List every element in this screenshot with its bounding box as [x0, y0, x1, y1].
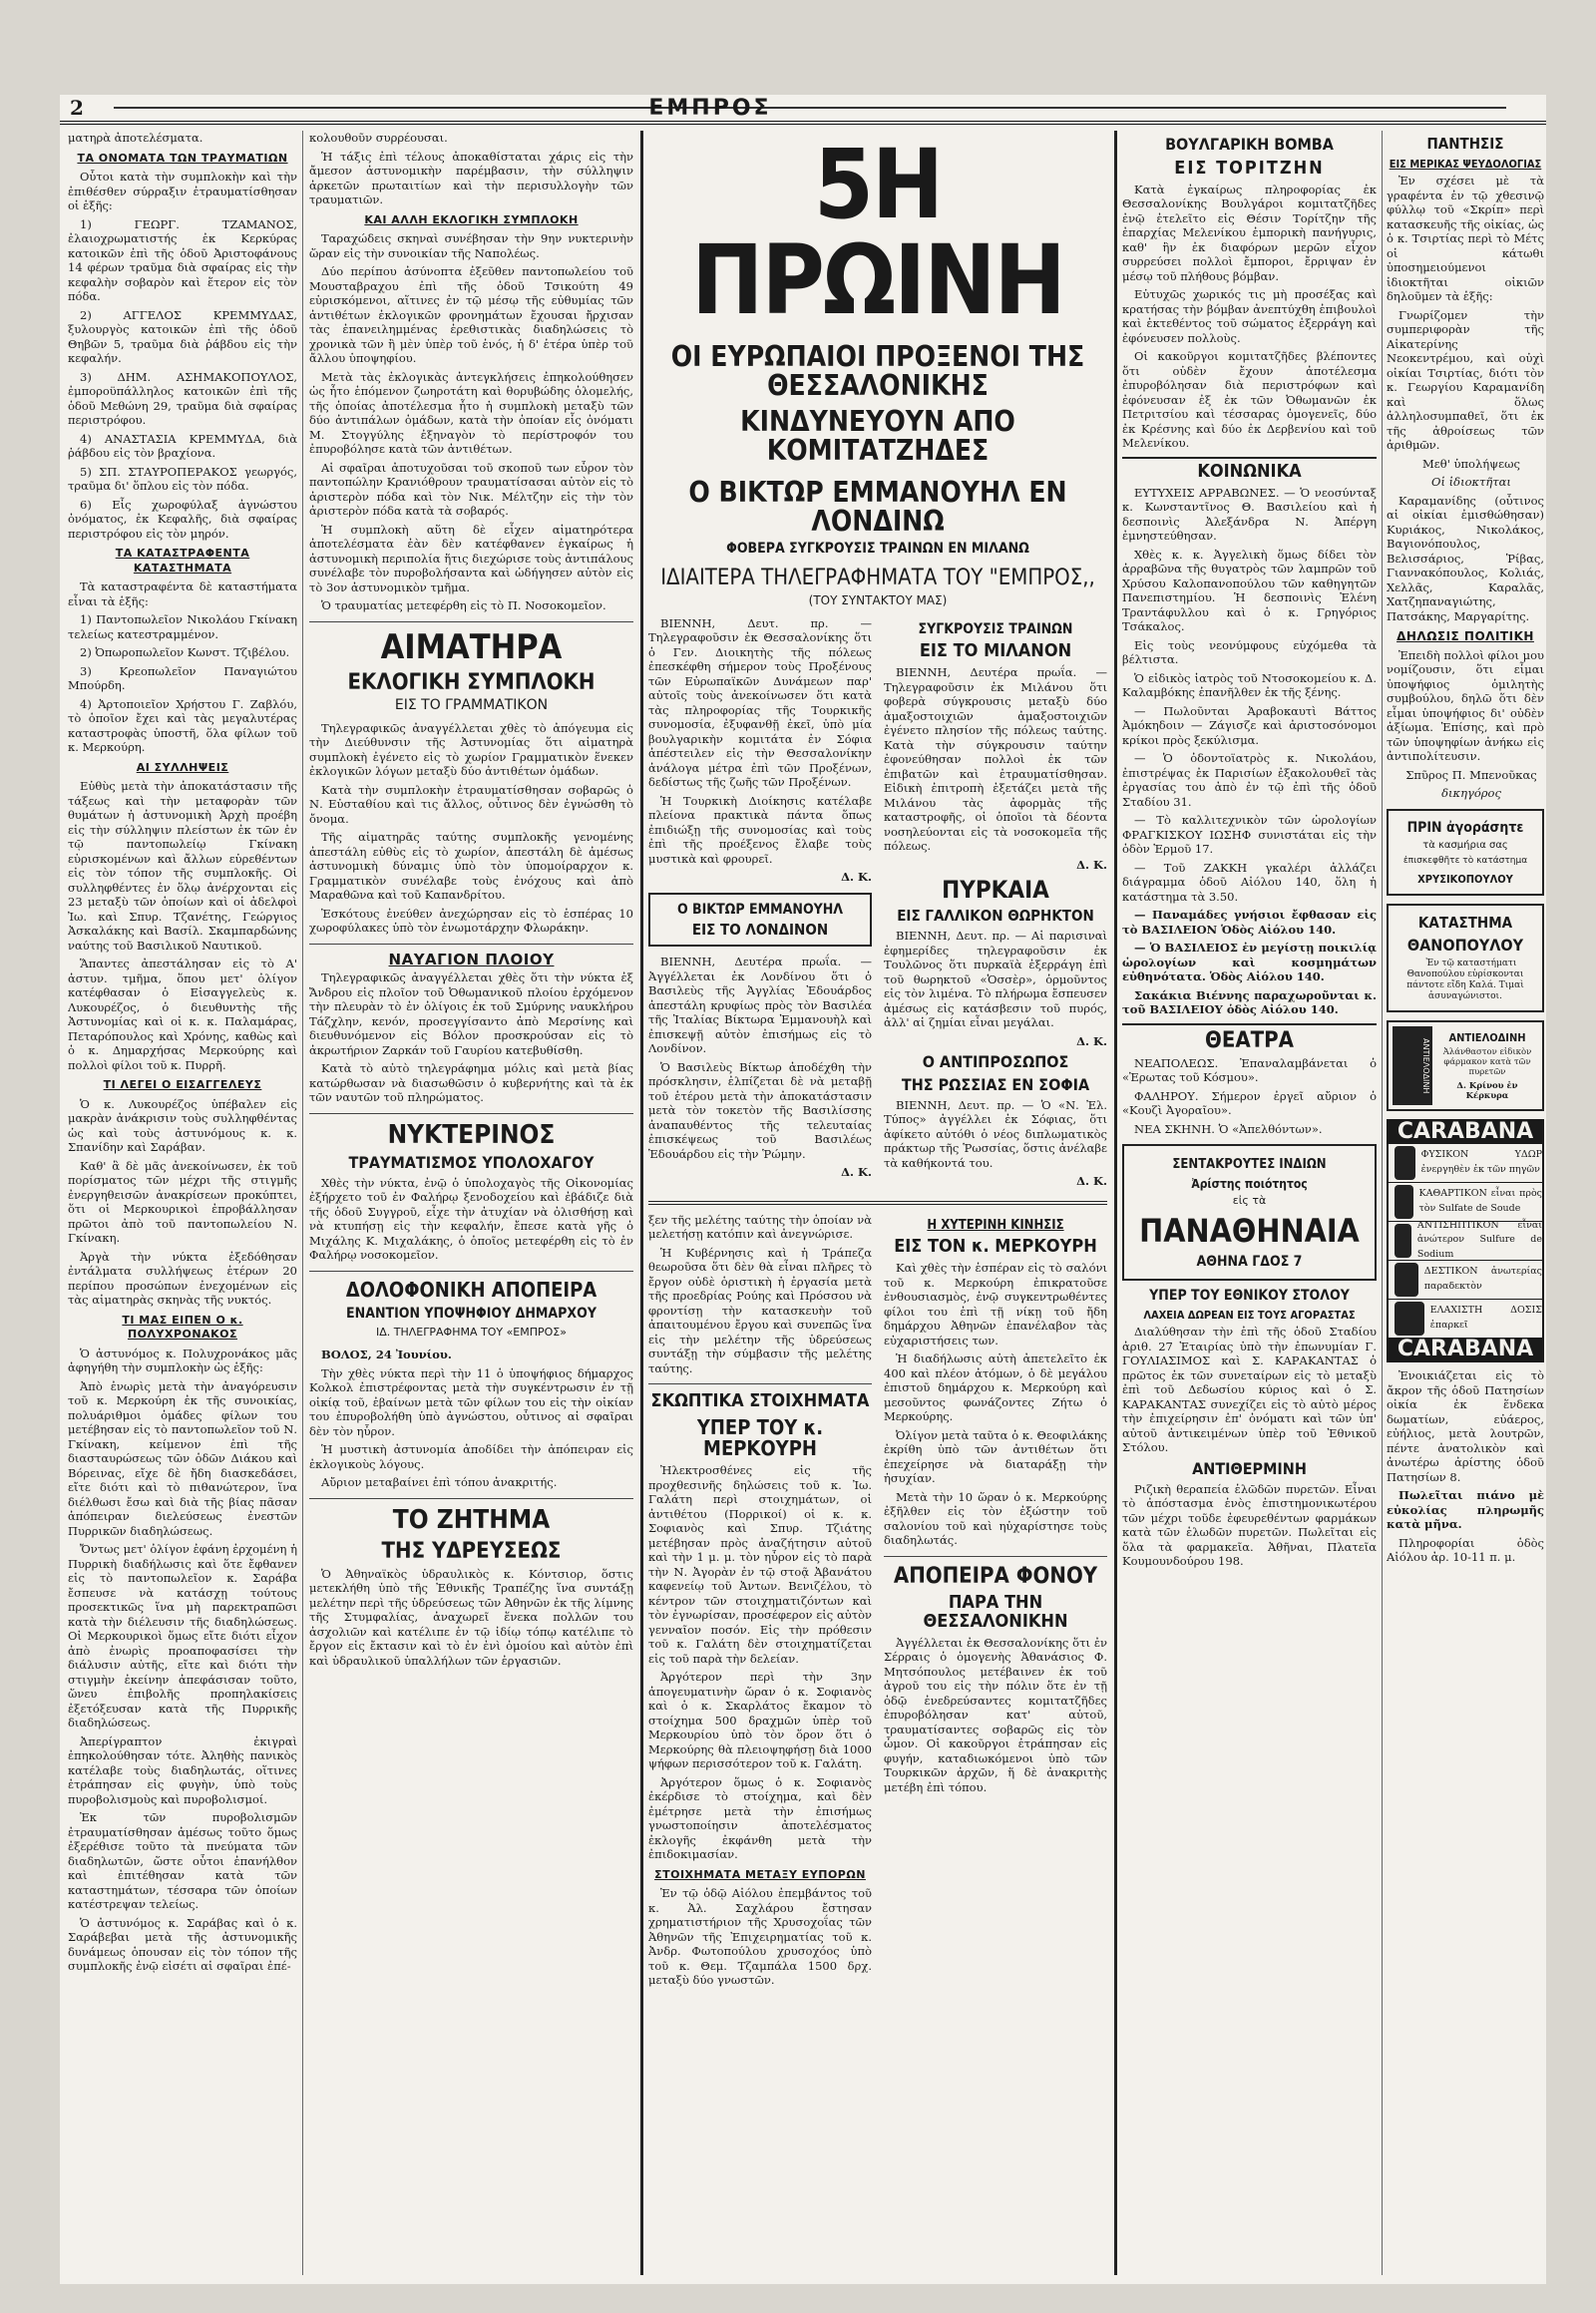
article-text: Ἡ μυστικὴ ἀστυνομία ἀποδίδει τὴν ἀπόπειραν εἰς ἐκλογικοὺς λόγους.	[309, 1442, 633, 1471]
article-text: 4) ΑΝΑΣΤΑΣΙΑ ΚΡΕΜΜΥΔΑ, διὰ ῥάβδου εἰς τὸν βραχίονα.	[68, 431, 297, 460]
article-text: Ἠλεκτροσθένες εἰς τῆς προχθεσινῆς δηλώσεις τοῦ κ. Ἰω. Γαλάτη περὶ στοιχημάτων, οἱ ἀντιθέτου (Πορρικοί) οἱ κ. κ. Σοφιανὸς καὶ Σπυρ. Τζιάτης μετέβησαν πρὸς ἀναζήτησιν αὐτοῦ καὶ τὴν 1 μ. μ. τὸν ηὗρον εἰς τὸ παρὰ τὴν Ν. Ἀγορὰν ἐν τῷ στοᾷ Ἀβανάτου καφενείῳ τοῦ Ἀντων. Βενιζέλου, τὸ κέντρον τῶν στοιχηματιζόντων καὶ τὸν ἐγνωρίσαν, προσέφερον εἰς αὐτὸν γενναῖον ποσόν. Εἰς τὴν πρόθεσιν τοῦ κ. Γαλάτη δὲν στοιχηματίζεται εἰς τοῦ παρὰ τὴν δελείαν.	[648, 1463, 872, 1666]
ad-text: εἰς τὰ	[1232, 1194, 1267, 1208]
ad-thanopoulou	[1387, 904, 1544, 1012]
section-heading: ΔΗΛΩΣΙΣ ΠΟΛΙΤΙΚΗ	[1396, 629, 1534, 644]
section-heading: ΝΑΥΑΓΙΟΝ ΠΛΟΙΟΥ	[388, 950, 555, 968]
article-text: Ὁ Ἀθηναϊκὸς ὑδραυλικὸς κ. Κόντσιορ, ὅστις μετεκλήθη ὑπὸ τῆς Ἐθνικῆς Τραπέζης ἵνα συντάξῃ μελέτην περὶ τῆς ὑδρεύσεως τῶν Ἀθηνῶν ἐκ τῆς λίμνης τῆς Στυμφαλίας, ἀναχωρεῖ ἕνεκα πολλῶν του ἀσχολιῶν καὶ κατέλιπε ἐν τῷ ἰδίῳ τόπῳ κατέλιπε τὸ ἔργον εἰς ἔκτασιν καὶ τὸ ἐν ἐνὶ ὁμοίου καὶ αὐτὸν ἐπὶ καὶ ὑδραυλικοῦ ὑπαλλήλων τῶν ἐργασιῶν.	[309, 1566, 633, 1668]
separator	[884, 1556, 1107, 1557]
article-text: — Ὁ ὀδοντοϊατρὸς κ. Νικολάου, ἐπιστρέψας ἐκ Παρισίων ἐξακολουθεῖ τὰς ἐργασίας του ἀπὸ ἐν τῷ ἐπὶ τῆς ὁδοῦ Σταδίου 31.	[1122, 751, 1377, 809]
article-text: Ὁ ἀστυνόμος κ. Σαράβας καὶ ὁ κ. Σαράβεβαι μετὰ τῆς ἀστυνομικῆς δυνάμεως ὁπουσαν εἰς τὸν τόπον τῆς συμπλοκῆς ἐνῷ εἰσέτι αἱ σφαῖραι ἐπέ-	[68, 1915, 297, 1973]
ad-row-text: ΔΕΣΤΙΚΟΝ ἀνωτερίας παραδεκτὸν	[1423, 1266, 1542, 1292]
ad-carabana	[1387, 1119, 1544, 1362]
article-text: Οἱ κακοῦργοι κομιτατζῆδες βλέποντες ὅτι οὐδὲν ἔχουν ἀποτέλεσμα ἐπυροβόλησαν διὰ περιστρόφων καὶ ἐφόνευσαν ἐξ ἐκ τῶν Ὀθωμανῶν ἐκ Πετριτσίου καὶ τέσσαρας ὁμογενεῖς, δύο ἐκ Κρέσνης καὶ δύο ἐκ Δερβενίου καὶ τοῦ Μελενίκου.	[1122, 349, 1377, 451]
hand-icon	[1395, 1185, 1413, 1219]
lower-left	[648, 1213, 872, 1992]
article-text: 1) Παντοπωλεῖον Νικολάου Γκίνακη τελείως κατεστραμμένον.	[68, 612, 297, 641]
headline-telegrams: ΙΔΙΑΙΤΕΡΑ ΤΗΛΕΓΡΑΦΗΜΑΤΑ ΤΟΥ "ΕΜΠΡΟΣ,,	[660, 566, 1095, 591]
article-text: ματηρὰ ἀποτελέσματα.	[68, 131, 203, 145]
article-text: Κατὰ τὸ αὐτὸ τηλεγράφημα μόλις καὶ μετὰ βίας κατώρθωσαν νὰ διασωθῶσιν ὁ κυβερνήτης καὶ τὰ ἐκ τῶν ναυτῶν τοῦ πληρώματος.	[309, 1061, 633, 1105]
telegram-right	[884, 616, 1107, 1193]
article-text: Ἡ τάξις ἐπὶ τέλους ἀποκαθίσταται χάρις εἰς τὴν ἄμεσον ἀστυνομικὴν παρέμβασιν, τὴν σύλληψιν ἀρκετῶν πρωταιτίων καὶ τὴν περισυλλογὴν τῶν τραυματιῶν.	[309, 149, 633, 206]
hand-icon	[1395, 1263, 1418, 1297]
signature: Δ. Κ.	[841, 1165, 872, 1180]
ad-row-text: ΚΑΘΑΡΤΙΚΟΝ εἶναι πρὸς τὸν Sulfate de Soude	[1418, 1188, 1542, 1214]
separator	[309, 1271, 633, 1272]
ad-panathinaia	[1122, 1144, 1377, 1281]
telegram-left	[648, 616, 872, 1193]
article-text: Ὁ εἰδικὸς ἰατρὸς τοῦ Ντοσοκομείου κ. Δ. Καλαμβόκης ἐπανῆλθεν ἐκ τῆς ξένης.	[1122, 670, 1377, 700]
column-rule	[1382, 131, 1383, 2275]
article-text: Ὁ Βασιλεὺς Βίκτωρ ἀποδέχθη τὴν πρόσκλησιν, ἐλπίζεται δὲ νὰ μεταβῇ τοῦ ἑτέρου μετὰ τὴν ἀποκατάστασιν μετὰ τὸν τοκετὸν τῆς Βασιλίσσης ἀναπαυθέντος τῆς τελευταίας ἐπισκέψεως τοῦ Βασιλέως Ἐδουάρδου εἰς τὴν Ῥώμην.	[648, 1059, 872, 1161]
article-text: — Τοῦ ΖΑΚΚΗ γκαλέρι ἀλλάζει διάγραμμα ὁδοῦ Αἰόλου 140, ὅλη ἡ κατάστημα τὰ 3.50.	[1122, 860, 1377, 904]
article-text: Πωλεῖται πιάνο μὲ εὐκολίας πληρωμῆς κατὰ μῆνα.	[1387, 1488, 1544, 1532]
masthead	[60, 95, 1546, 125]
article-text: 1) ΓΕΩΡΓ. ΤΖΑΜΑΝΟΣ, ἐλαιοχρωματιστής ἐκ Κερκύρας κατοικῶν ἐπὶ τῆς ὁδοῦ Ἀριστοφάνους 14 φέρων τραῦμα διὰ σφαίρας εἰς τὴν κεφαλὴν σοβαρὸν καὶ ἕτερον εἰς τὸν πόδα.	[68, 216, 297, 303]
article-text: ξεν τῆς μελέτης ταύτης τὴν ὁποίαν νὰ μελετήσῃ κατόπιν καὶ ἀνεγνώρισε.	[648, 1212, 872, 1242]
article-text: Τὴν χθὲς νύκτα περὶ τὴν 11 ὁ ὑποψήφιος δήμαρχος Κολκολ ἐπιστρέφοντας μετὰ τὴν συγκέντρωσιν ἐν τῇ οἰκίᾳ τοῦ, ἐβαίνων μετὰ τῶν φίλων του εἰς τὴν οἰκίαν του ἐπυροβολήθη ὑπὸ ἀγνώστου, οὗτινος αἱ σφαῖραι δὲν τὸν ηὗρον.	[309, 1365, 633, 1438]
ad-text: ΑΘΗΝΑ ΓΔΟΣ 7	[1196, 1253, 1303, 1270]
section-heading: ΥΠΕΡ ΤΟΥ κ. ΜΕΡΚΟΥΡΗ	[696, 1415, 824, 1461]
article-text: 6) Εἷς χωροφύλαξ ἀγνώστου ὀνόματος, ἐκ Κεφαλῆς, διὰ σφαίρας περιστρόφου εἰς τὸν μηρόν.	[68, 497, 297, 541]
headline-victor: Ο ΒΙΚΤΩΡ ΕΜΜΑΝΟΥΗΛ ΕΝ ΛΟΝΔΙΝΩ	[688, 475, 1067, 538]
article-text: Ἡ συμπλοκὴ αὕτη δὲ εἶχεν αἱματηρότερα ἀποτελέσματα ἐὰν δὲν κατέφθανεν ἐγκαίρως ἡ ἀστυνομικὴ περιπολία ἥτις διεχώρισε τοὺς ἀντιπάλους συνέλαβε τὸν πυροβολήσαντα καὶ ὡδήγησεν αὐτὸν εἰς τὸ 3ον ἀστυνομικὸν τμῆμα.	[309, 522, 633, 594]
section-heading: ΠΑΡΑ ΤΗΝ ΘΕΣΣΑΛΟΝΙΚΗΝ	[923, 1591, 1068, 1632]
section-heading: ΚΑΙ ΑΛΛΗ ΕΚΛΟΓΙΚΗ ΣΥΜΠΛΟΚΗ	[364, 212, 579, 226]
masthead-rule	[802, 107, 1506, 109]
ad-title: CARABANA	[1389, 1121, 1542, 1144]
section-heading: ΤΟ ΖΗΤΗΜΑ	[392, 1504, 551, 1535]
article-text: 5) ΣΠ. ΣΤΑΥΡΟΠΕΡΑΚΟΣ γεωργός, τραῦμα δι' ὅπλου εἰς τὸν πόδα.	[68, 464, 297, 493]
article-text: Ἐν σχέσει μὲ τὰ γραφέντα ἐν τῷ χθεσινῷ φύλλῳ τοῦ «Σκρίπ» περὶ κατασκευῆς τῆς οἰκίας, ὡς ὁ κ. Τσιρτίας περὶ τὸ Μέτς οἱ κάτωθι ὑποσημειούμενοι ἰδιοκτῆται οἰκιῶν δηλοῦμεν τὰ ἑξῆς:	[1387, 174, 1544, 304]
ad-text: ΠΡΙΝ ἀγοράσητε	[1406, 819, 1524, 836]
article-text: Σακάκια Βιέννης παραχωροῦνται κ. τοῦ ΒΑΣΙΛΕΙΟΥ ὁδὸς Αἰόλου 140.	[1122, 987, 1377, 1017]
ad-title: ΠΑΝΑΘΗΝΑΙΑ	[1139, 1211, 1360, 1250]
section-heading: ΤΗΣ ΥΔΡΕΥΣΕΩΣ	[381, 1538, 562, 1564]
ad-row	[1389, 1261, 1542, 1300]
ad-row	[1389, 1219, 1542, 1261]
article-text: Χθὲς τὴν νύκτα, ἐνῷ ὁ ὑπολοχαγὸς τῆς Οἰκονομίας ἐξήρχετο τοῦ ἐν Φαλήρῳ ξενοδοχείου καὶ ἐβάδιζε διὰ τῆς ὁδοῦ Συγγροῦ, εἶχε τὴν ἀτυχίαν νὰ ὀλισθήσῃ καὶ νὰ κτυπήσῃ εἰς τὴν κεφαλήν, ἔπεσε κατὰ γῆς ὁ Μιχάλης Κ. Μιχαλάκης, ὁ ὁποῖος μετεφέρθη εἰς τὸ ἐν Φαλήρῳ νοσοκομεῖον.	[309, 1175, 633, 1263]
column-rule	[302, 131, 303, 2275]
separator	[309, 621, 633, 622]
article-text: Τὰ καταστραφέντα δὲ καταστήματα εἶναι τὰ ἑξῆς:	[68, 579, 297, 608]
page-number: 2	[70, 96, 84, 120]
article-text: Ἐπειδὴ πολλοὶ φίλοι μου νομίζουσιν, ὅτι εἶμαι ὑποψήφιος ὁμιλητὴς συμβούλου, δηλῶ ὅτι δὲν εἶμαι ὑποψήφιος δι' οὐδὲν ἀξίωμα. Ἐπίσης, καὶ πρὸ τῶν ὑποψηφίων ἀνήκω εἰς ἀντιπολίτευσιν.	[1387, 647, 1544, 764]
ad-title: ΘΑΝΟΠΟΥΛΟΥ	[1406, 935, 1524, 955]
separator	[309, 1113, 633, 1114]
headline-telegrams-sub: (ΤΟΥ ΣΥΝΤΑΚΤΟΥ ΜΑΣ)	[808, 593, 948, 608]
section-subheading: ΕΙΣ ΤΟ ΓΡΑΜΜΑΤΙΚΟΝ	[394, 697, 549, 714]
ad-row-text: ΦΥΣΙΚΟΝ ΥΔΩΡ ἐνεργηθὲν ἐκ τῶν πηγῶν	[1420, 1149, 1542, 1175]
article-text: Τηλεγραφικῶς ἀναγγέλλεται χθὲς ὅτι τὴν νύκτα ἐξ Ἄνδρου εἰς πλοῖον τοῦ Ὀθωμανικοῦ πλοίου ἐρχόμενον τὴν πλευρὰν τὸ ἐν ὀλίγοις ἐκ τοῦ Σμύρνης ναυκλήρου Τάζχλην, κενόν, προσεγγίσαντο ἀπὸ Μερσίνης καὶ διευθυνόμενον εἰς Βόλον προσκρούσαν εἰς τὸ ἀκρωτήριον Ζαρκάν τοῦ Γαυρίου κατεβυθίσθη.	[309, 970, 633, 1057]
article-text: Καθ' ἃ δὲ μᾶς ἀνεκοίνωσεν, ἐκ τοῦ πορίσματος τῶν μέχρι τῆς στιγμῆς ἐνεργηθεισῶν ἀνακρίσεων προκύπτει, ὅτι οἱ Μερκουρικοὶ ἐπροβάλλησαν πρῶτοι ἀπὸ τοῦ παντοπωλείου Ν. Γκίνακη.	[68, 1158, 297, 1245]
section-heading: ΕΙΣ ΤΟΡΙΤΖΗΝ	[1174, 157, 1325, 179]
article-text: Αἱ σφαῖραι ἀποτυχοῦσαι τοῦ σκοποῦ των εὗρον τὸν παντοπώλην Κρανιόθρουν τραυματίσασαι αὐτὸν εἰς τὸ ἀριστερὸν πόδα καὶ τὸν Νικ. Μέλτζην εἰς τὴν τὸν ἀριστερὸν πόδα κατὰ τὰ σοβαρός.	[309, 460, 633, 518]
article-text: Εἰς τοὺς νεονύμφους εὐχόμεθα τὰ βέλτιστα.	[1122, 637, 1377, 667]
article-text: Ἀργότερον περὶ τὴν 3ην ἀπογευματινὴν ὥραν ὁ κ. Σοφιανὸς καὶ ὁ κ. Σκαρλάτος ἔκαμον τὸ στοίχημα 500 δραχμῶν ὑπὲρ τοῦ Μερκουρίου ὑπὸ τὸν ὅρον ὅτι ὁ Μερκούρης θὰ πλειοψηφήσῃ διὰ 1000 ψήφων περισσότερον τοῦ κ. Γαλάτη.	[648, 1670, 872, 1771]
separator	[648, 1201, 1107, 1205]
section-heading: ΒΟΥΛΓΑΡΙΚΗ ΒΟΜΒΑ	[1165, 135, 1334, 154]
article-text: Μετὰ τὰς ἐκλογικὰς ἀντεγκλήσεις ἐπηκολούθησεν ὡς ἦτο ἑπόμενον ζωηροτάτη καὶ θορυβώδης ὁλομελής, τῆς ὁποίας ἀποτέλεσμα ἦτο ἡ συμπλοκὴ μεταξὺ τῶν δύο ἀντιπάλων ὁμάδων, κατὰ τὴν ὁποίαν εἷς ὀνόματι Μ. Στογγύλης ἐξηναγὸν τὸ περίστροφόν του ἐπυροβόλησε κατὰ τῶν ἀντιθέτων.	[309, 369, 633, 456]
lower-right	[884, 1213, 1107, 1992]
section-heading: ΣΤΟΙΧΗΜΑΤΑ ΜΕΤΑΞΥ ΕΥΠΟΡΩΝ	[654, 1867, 866, 1881]
section-heading: Ο ΑΝΤΙΠΡΟΣΩΠΟΣ	[922, 1052, 1069, 1072]
article-text: Οἱ ἰδιοκτῆται	[1431, 475, 1511, 490]
section-subheading: ΙΔ. ΤΗΛΕΓΡΑΦΗΜΑ ΤΟΥ «ΕΜΠΡΟΣ»	[376, 1325, 567, 1339]
article-text: Ὁ κ. Λυκουρέζος ὑπέβαλεν εἰς μακρὰν ἀνάκρισιν τοὺς συλληφθέντας ὡς καὶ τοὺς ἀστυνόμους κ. κ. Σπανίδην καὶ Σαράβαν.	[68, 1096, 297, 1154]
article-text: ΦΑΛΗΡΟΥ. Σήμερον ἐργεῖ αὔριον ὁ «Κουζὶ Ἀγοραῖου».	[1122, 1088, 1377, 1118]
columns	[60, 131, 1546, 2275]
article-text: 2) Ὀπωροπωλεῖον Κωνστ. Τζιβέλου.	[80, 645, 290, 659]
headline-komitatzides: ΚΙΝΔΥΝΕΥΟΥΝ ΑΠΟ ΚΟΜΙΤΑΤΖΗΔΕΣ	[740, 404, 1015, 468]
article-text: ΒΟΛΟΣ, 24 Ἰουνίου.	[321, 1348, 452, 1362]
ad-title: CARABANA	[1389, 1339, 1542, 1361]
article-text: Καὶ χθὲς τὴν ἑσπέραν εἰς τὸ σαλόνι τοῦ κ. Μερκούρη ἐπικρατοῦσε ἐνθουσιασμὸς, ἐνῷ συγκεντρωθέντες φίλοι του ἐπὶ τῇ νίκῃ τοῦ ἤδη δημάρχου Ἀθηνῶν ἐπανέλαβον τὰς εὐχαριστήσεις των.	[884, 1261, 1107, 1348]
section-heading: ΤΑ ΚΑΤΑΣΤΡΑΦΕΝΤΑ ΚΑΤΑΣΤΗΜΑΤΑ	[115, 547, 250, 575]
section-heading: ΕΝΑΝΤΙΟΝ ΥΠΟΨΗΦΙΟΥ ΔΗΜΑΡΧΟΥ	[346, 1305, 597, 1322]
article-text: Ἀγγέλλεται ἐκ Θεσσαλονίκης ὅτι ἐν Σέρραις ὁ ὁμογενὴς Ἀθανάσιος Φ. Μητσόπουλος μετέβαινεν ἐκ τοῦ ἀγροῦ του εἰς τὴν πόλιν ὅτε ἐν τῇ ὁδῷ ἐνεδρεύσαντες κομιτατζῆδες ἐπυροβόλησαν κατ' αὐτοῦ, τραυματίσαντες σοβαρῶς εἰς τὸν ὦμον. Οἱ κακοῦργοι ἐτράπησαν εἰς φυγήν, καταδιωκόμενοι ὑπὸ τῶν Τουρκικῶν ἀρχῶν, ἥ δὲ ἀνακριτὴς μετέβη ἐπὶ τόπου.	[884, 1635, 1107, 1794]
hand-icon	[1395, 1224, 1411, 1258]
section-heading: ΕΙΣ ΤΟ ΛΟΝΔΙΝΟΝ	[691, 921, 829, 940]
article-text: — Πωλοῦνται Ἀραβοκαυτὶ Βάττος Ἀμόκηδοιν — Ζάγισζε καὶ ἀριστοσόνομοι κρίκοι πρὸς ξεκύλισμα.	[1122, 703, 1377, 747]
signature: Δ. Κ.	[1076, 1174, 1107, 1189]
section-heading: ΑΠΟΠΕΙΡΑ ΦΟΝΟΥ	[893, 1563, 1098, 1589]
telegram-columns	[648, 616, 1107, 1193]
article-text: Ὄντως μετ' ὀλίγον ἐφάνη ἐρχομένη ἡ Πυρρικὴ διαδήλωσις καὶ ὅτε ἔφθανεν εἰς τὸ παντοπωλεῖον κ. Σαράβα ἔσπευσε νὰ κατάσχῃ τούτους προσεκτικῶς ἵνα μὴ παρεκτραπῶσι κατὰ τὴν διέλευσιν τῆς διαδηλώσεως. Οἱ Μερκουρικοὶ ὅμως εἴτε διότι εἶχον ἀπὸ ἐνωρὶς προαποφασίσει τὴν διάλυσιν αὐτῆς, εἴτε καὶ διότι τὴν στιγμὴν ἐκείνην ἀπεφάσισαν τοῦτο, ὥνευ ἐπιβολῆς προπηλακίσεις ἐξετόξευσαν κατὰ τῆς Πυρρικῆς διαδηλώσεως.	[68, 1542, 297, 1730]
section-heading: ΤΙ ΜΑΣ ΕΙΠΕΝ Ο κ. ΠΟΛΥΧΡΟΝΑΚΟΣ	[122, 1313, 243, 1341]
ad-text: Ἀλάνθαστον εἰδικὸν φάρμακον κατὰ τῶν πυρετῶν	[1442, 1047, 1532, 1078]
article-text: Ὁ τραυματίας μετεφέρθη εἰς τὸ Π. Νοσοκομεῖον.	[321, 598, 606, 612]
article-text: Ἡ Τουρκικὴ Διοίκησις κατέλαβε πλείονα πρακτικὰ πάντα ὅπως ἐπιδιώξῃ τῆς συνομοσίας καὶ τοὺς ἐπὶ τῆς προέξενος ἔλαβε τοὺς μυστικὰ καὶ φρουρεῖ.	[648, 793, 872, 866]
section-heading: ΣΥΓΚΡΟΥΣΙΣ ΤΡΑΙΝΩΝ	[918, 620, 1073, 637]
article-text: Οὗτοι κατὰ τὴν συμπλοκὴν καὶ τὴν ἐπιθέσθεν σύρραξιν ἐτραυματίσθησαν οἱ ἑξῆς:	[68, 170, 297, 212]
section-heading: ΕΙΣ ΓΑΛΛΙΚΟΝ ΘΩΡΗΚΤΟΝ	[897, 907, 1094, 926]
ad-title: ΧΡΥΣΙΚΟΠΟΥΛΟΥ	[1417, 873, 1513, 887]
section-heading: ΤΑ ΟΝΟΜΑΤΑ ΤΩΝ ΤΡΑΥΜΑΤΙΩΝ	[77, 151, 288, 165]
separator	[309, 944, 633, 945]
section-heading: Ο ΒΙΚΤΩΡ ΕΜΜΑΝΟΥΗΛ	[676, 901, 844, 918]
section-heading: ΑΙΜΑΤΗΡΑ	[380, 626, 563, 667]
column-rule	[640, 131, 643, 2275]
article-text: Ἡ Κυβέρνησις καὶ ἡ Τράπεζα θεωροῦσα ὅτι δὲν θὰ εἶναι πλῆρες τὸ ἔργον οὐδὲ ὁριστικὴ ἡ ἐργασία μετὰ τῆς προεδρίας Ρούης καὶ Πρόσσου νὰ φροντίσῃ τὴν κατασκευὴν τοῦ ἀπαιτουμένου ἔργου καὶ συνεπῶς ἵνα εἰς τὴν μελέτην τῆς ὑδρεύσεως συντάξῃ τὴν σύμβασιν τῆς μελέτης ταύτης.	[648, 1245, 872, 1375]
article-text: 3) ΔΗΜ. ΑΣΗΜΑΚΟΠΟΥΛΟΣ, ἐμποροϋπάλληλος κατοικῶν ἐπὶ τῆς ὁδοῦ Μεθώνη 29, τραῦμα διὰ σφαίρας περιστρόφου.	[68, 369, 297, 427]
separator	[648, 1383, 872, 1384]
article-text: ΝΕΑ ΣΚΗΝΗ. Ὁ «Ἀπελθόντων».	[1134, 1121, 1323, 1136]
article-text: ΒΙΕΝΝΗ, Δευτέρα πρωΐα. — Ἀγγέλλεται ἐκ Λονδίνου ὅτι ὁ Βασιλεὺς τῆς Ἀγγλίας Ἐδουάρδος ἀπεστάλη κρυφίως πρὸς τὸν Βασιλέα τῆς Ἰταλίας Βίκτωρα Ἐμμανουὴλ καὶ ἐπισκεψῇ αὐτὸν ἐπισήμως εἰς τὸ Λονδίνον.	[648, 955, 872, 1056]
section-heading: ΛΑΧΕΙΑ ΔΩΡΕΑΝ ΕΙΣ ΤΟΥΣ ΑΓΟΡΑΣΤΑΣ	[1143, 1308, 1356, 1322]
section-heading: ΥΠΕΡ ΤΟΥ ΕΘΝΙΚΟΥ ΣΤΟΛΟΥ	[1149, 1288, 1350, 1305]
ad-text: ἐπισκεφθῆτε τὸ κατάστημα	[1402, 855, 1528, 866]
article-text: ΒΙΕΝΝΗ, Δευτ. πρ. — Αἱ παρισιναὶ ἐφημερίδες τηλεγραφοῦσιν ἐκ Τουλῶνος ὅτι πυρκαϊὰ ἐξερράγη ἐπὶ τοῦ θωρηκτοῦ «Ὁσσὲρ», ὁρμοῦντος εἰς τὸν λιμένα. Τὸ πλήρωμα ἔσπευσεν ἀμέσως εἰς κατάσβεσιν τοῦ πυρός, ἀλλ' αἱ ζημίαι εἶναι μεγάλαι.	[884, 929, 1107, 1030]
article-text: ΕΥΤΥΧΕΙΣ ΑΡΡΑΒΩΝΕΣ. — Ὁ νεοσύνταξ κ. Κωνσταντῖνος Θ. Βασιλείου καὶ ἡ δεσποινὶς Ἀλεξάνδρα Ν. Ἀπέργη ἐμνηστεύθησαν.	[1122, 485, 1377, 544]
ad-row-text: ΕΛΑΧΙΣΤΗ ΔΟΣΙΣ ἐπαρκεῖ	[1429, 1305, 1542, 1331]
article-text: Ἐν τῷ ὁδῷ Αἰόλου ἐπεμβάντος τοῦ κ. Ἀλ. Σαχλάρου ἔστησαν χρηματιστήριον τῆς Χρυσοχοΐας τῶν Ἀθηνῶν τῆς Ἐπιχειρηματίας τοῦ κ. Ἀνδρ. Φωτοπούλου χρυσοχόος ὑπὸ τοῦ κ. Θεμ. Τζαμπάλα 1500 δρχ. μεταξὺ δύο γνωστῶν.	[648, 1886, 872, 1988]
article-text: ΒΙΕΝΝΗ, Δευτ. πρ. — Ὁ «Ν. Ἐλ. Τύπος» ἀγγέλλει ἐκ Σόφιας, ὅτι ἀφίκετο αὐτόθι ὁ νέος διπλωματικὸς πράκτωρ τῆς Ῥωσσίας, ὅστις ἀνέλαβε τὰ καθήκοντά του.	[884, 1097, 1107, 1170]
article-text: Ἀργότερον ὅμως ὁ κ. Σοφιανὸς ἐκέρδισε τὸ στοίχημα, καὶ δὲν ἐμέτρησε μετὰ τὴν ἐπισήμως γνωστοποίησιν ἀποτελέσματος ἐκλογῆς ἐκφάνθη μετὰ τὴν ἐπιδοκιμασίαν.	[648, 1774, 872, 1862]
column-3	[648, 131, 1107, 2275]
article-text: Κατὰ ἐγκαίρως πληροφορίας ἐκ Θεσσαλονίκης Βουλγάροι κομιτατζῆδες ἐνῷ ἐτελεῖτο εἰς Θέσιν Τορίτζην τῆς ἐπαρχίας Μελενίκου ἐμπορικὴ πανήγυρις, καθ' ἣν ἐκ διαφόρων μερῶν εἶχον συρρεύσει πολλοὶ ἔμποροι, ἔρριψαν ἐν μέσῳ τοῦ πλήθους βόμβαν.	[1122, 182, 1377, 283]
section-heading: ΑΝΤΙΘΕΡΜΙΝΗ	[1192, 1458, 1307, 1478]
ad-title: ΑΝΤΙΕΛΟΔΙΝΗ	[1448, 1030, 1526, 1044]
ad-text: Δ. Κρίνου ἐν Κέρκυρα	[1456, 1081, 1518, 1102]
article-text: Χθὲς κ. κ. Ἀγγελικὴ ὅμως δίδει τὸν ἀρραβῶνα τῆς θυγατρὸς τῶν λαμπρῶν τοῦ Χρύσου Καλοπανοπούλου τῶν καθηγητῶν Πανεπιστημίου. Ἡ δεσποινὶς Ἑλένη Τραντάφυλλου καὶ ὁ κ. Γρηγόριος Τσάκαλος.	[1122, 547, 1377, 634]
article-text: Αὔριον μεταβαίνει ἐπὶ τόπου ἀνακριτής.	[321, 1475, 558, 1490]
headline-trains: ΦΟΒΕΡΑ ΣΥΓΚΡΟΥΣΙΣ ΤΡΑΙΝΩΝ ΕΝ ΜΙΛΑΝΩ	[726, 541, 1029, 558]
section-heading: ΕΙΣ ΤΟ ΜΙΛΑΝΟΝ	[919, 640, 1072, 662]
section-heading: ΣΚΩΠΤΙΚΑ ΣΤΟΙΧΗΜΑΤΑ	[650, 1390, 870, 1412]
article-text: ΝΕΑΠΟΛΕΩΣ. Ἐπαναλαμβάνεται ὁ «Ἐρωτας τοῦ Κόσμου».	[1122, 1055, 1377, 1085]
article-text: 2) ΑΓΓΕΛΟΣ ΚΡΕΜΜΥΔΑΣ, ξυλουργὸς κατοικῶν ἐπὶ τῆς ὁδοῦ Θηβῶν 5, τραῦμα διὰ ῥάβδου εἰς τὴν κεφαλήν.	[68, 307, 297, 365]
column-2	[309, 131, 633, 2275]
article-text: Μεθ' ὑπολήψεως	[1422, 456, 1520, 471]
ad-side-label: ΑΝΤΙΕΛΟΔΙΝΗ	[1393, 1026, 1432, 1106]
section-heading: ΔΟΛΟΦΟΝΙΚΗ ΑΠΟΠΕΙΡΑ	[345, 1277, 598, 1302]
section-heading: ΑΙ ΣΥΛΛΗΨΕΙΣ	[136, 760, 229, 774]
section-heading: ΘΕΑΤΡΑ	[1122, 1023, 1377, 1052]
article-text: — Παναμάδες γνήσιοι ἔφθασαν εἰς τὸ ΒΑΣΙΛΕΙΟΝ Ὁδὸς Αἰόλου 140.	[1122, 908, 1377, 937]
hand-icon	[1395, 1146, 1415, 1180]
ad-antielodini	[1387, 1020, 1544, 1112]
headline-consuls: ΟΙ ΕΥΡΩΠΑΙΟΙ ΠΡΟΞΕΝΟΙ ΤΗΣ ΘΕΣΣΑΛΟΝΙΚΗΣ	[670, 340, 1085, 403]
article-text: Καραμανίδης (οὗτινος αἱ οἰκίαι ἐμισθώθησαν) Κυριάκος, Νικολάκος, Βαγιονόπουλος, Βελισσάριος, Ῥίβας, Γιαννακόπουλος, Κολιάς, Χελλᾶς, Καραλᾶς, Χατζηπαναγιώτης, Πατσάκης, Μαργαρίτης.	[1387, 493, 1544, 623]
separator	[309, 1498, 633, 1499]
article-text: Δύο περίπου ἀσύνοπτα ἐξεῦθεν παντοπωλείου τοῦ Μουσταβραχου ἐπὶ τῆς ὁδοῦ Τσικούτη 49 εὑρισκόμενοι, αἵτινες ἐν τῷ μέσῳ τῆς εὐθυμίας τῶν ἀντιθέτων ἐκλογικῶν φρονημάτων ἔχουσαι ἤρχισαν τὰς ἐπανειλημμένας ἐρεθιστικὰς διαδηλώσεις τὸ χρονικὰ τῶν ἢ μὲν ὑπὲρ τοῦ ἑνός, ἡ δ' ἑτέρα ὑπὲρ τοῦ ἄλλου ὑποψηφίου.	[309, 264, 633, 365]
article-text: Εὐθὺς μετὰ τὴν ἀποκατάστασιν τῆς τάξεως καὶ τὴν μεταφορὰν τῶν θυμάτων ἡ ἀστυνομικὴ Ἀρχὴ προέβη εἰς τὴν σύλληψιν πλείστων ἐκ τῶν ἐν τῷ παντοπωλείῳ Γκίνακη εὑρισκομένων καὶ ἄλλων εὑρεθέντων εἰς τὸν τόπον τῆς συμπλοκῆς. Οἱ συλληφθέντες ἐν ὅλῳ ἀνέρχονται εἰς 23 μεταξὺ τῶν ὁποίων καὶ οἱ ἀδελφοὶ Ἰω. καὶ Σπυρ. Τζανέτης, Γεώργιος Ἀσκαλάκης καὶ Βασίλ. Σκαμπαρδώνης ναύτης τοῦ Βασιλικοῦ Ναυτικοῦ.	[68, 779, 297, 953]
article-text: Πληροφορίαι ὁδὸς Αἰόλου ἀρ. 10-11 π. μ.	[1387, 1535, 1544, 1565]
article-text: 4) Ἀρτοποιεῖον Χρήστου Γ. Ζαβλόυ, τὸ ὁποῖον ἔχει καὶ τὰς μεγαλυτέρας καταστροφὰς ὑποστῆ, ὅλα φίλων τοῦ κ. Μερκούρη.	[68, 696, 297, 754]
article-text: Ἀπὸ ἐνωρὶς μετὰ τὴν ἀναγόρευσιν τοῦ κ. Μερκούρη ἐκ τῆς συνοικίας, πολυάριθμοι ὁμάδες φίλων του μετέβησαν εἰς τὸ παντοπωλεῖον τοῦ Ν. Γκίνακη, κείμενον ἐπὶ τῆς διασταυρώσεως τῶν ὁδῶν Διάκου καὶ Βόρεινας, εἴχε δὲ ἤδη διασκεδάσει, εἴτε διότι καὶ τὸ πιθανώτερον, ἵνα διέλθωσι ἔσω καὶ διὰ τῆς βίας πᾶσαν ἀπόπειραν διελεύσεως ἐνεστῶν Πυρρικῶν διαδηλώσεως.	[68, 1378, 297, 1538]
article-text: Ταραχώδεις σκηναὶ συνέβησαν τὴν 9ην νυκτερινὴν ὥραν εἰς τὴν συνοικίαν τῆς Ναπολέως.	[309, 231, 633, 260]
article-text: ΒΙΕΝΝΗ, Δευτ. πρ. — Τηλεγραφοῦσιν ἐκ Θεσσαλονίκης ὅτι ὁ Γεν. Διοικητὴς τῆς πόλεως ἐπεσκέφθη σήμερον τοὺς Προξένους τῶν Εὐρωπαϊκῶν Δυνάμεων παρ' αὐτοῖς τοὺς ἀνεκοίνωσεν ὅτι κατὰ τὰς πληροφορίας τῆς Τουρκικῆς συνομοσία, ἐξυφανθῇ ἐκεῖ, ὑπὸ μία βουλγαρικὴν κομιτάτα ἐν Σόφια ἀπέστειλεν εἰς τὴν Θεσσαλονίκην ἀνάλογα μέτρα ἐπὶ τῶν Προξένων, δεδίστως τῆς ζωῆς τῶν Προξένων.	[648, 615, 872, 790]
ad-text: ΣΕΝΤΑΚΡΟΥΤΕΣ ΙΝΔΙΩΝ	[1172, 1157, 1327, 1173]
signature: Δ. Κ.	[1076, 857, 1107, 872]
article-text: Ἐνοικιάζεται εἰς τὸ ἄκρον τῆς ὁδοῦ Πατησίων οἰκία ἐκ ἕνδεκα δωματίων, εὐάερος, εὐήλιος, μετὰ λουτρῶν, πέντε ἀνατολικὸν καὶ ἀνωτέρω ἀρίστης ὁδοῦ Πατησίων 8.	[1387, 1368, 1544, 1484]
article-text: Γνωρίζομεν τὴν συμπεριφορὰν τῆς Αἰκατερίνης Νεοκεντρέμου, καὶ οὐχὶ οἰκίαι Τσιρτίας, διότι τὸν κ. Γεωργίου Καραμανίδη καὶ ὅλως ἀλληλοσυμπαθεῖ, ὅτι ἐκ τῆς ἀθροίσεως τῶν ἀριθμῶν.	[1387, 307, 1544, 453]
article-text: — Ὁ ΒΑΣΙΛΕΙΟΣ ἐν μεγίστῃ ποικιλίᾳ ὡρολογίων καὶ κοσμημάτων εὐθηνότατα. Ὁδὸς Αἰόλου 140.	[1122, 941, 1377, 984]
article-text: Σπῦρος Π. Μπενοῦκας	[1405, 767, 1537, 782]
headline-5h-proini: 5Η ΠΡΩΙΝΗ	[691, 131, 1064, 336]
article-text: Ριζικὴ θεραπεία ἑλῶδῶν πυρετῶν. Εἶναι τὸ ἀπόστασμα ἑνὸς ἐπιστημονικωτέρου τῶν μέχρι τοῦδε ἐφευρεθέντων φαρμάκων κατὰ τῶν ἑλωδῶν πυρετῶν. Πωλεῖται εἰς ὅλα τὰ φαρμακεῖα. Ἀθῆναι, Πλατεῖα Κουμουνδούρου 198.	[1122, 1481, 1377, 1569]
section-heading: ΤΡΑΥΜΑΤΙΣΜΟΣ ΥΠΟΛΟΧΑΓΟΥ	[348, 1153, 595, 1173]
section-heading: ΠΑΝΤΗΣΙΣ	[1426, 135, 1504, 153]
signature: Δ. Κ.	[841, 870, 872, 885]
section-heading: ΕΙΣ ΤΟΝ κ. ΜΕΡΚΟΥΡΗ	[894, 1236, 1097, 1258]
ad-chrysikopoulou	[1387, 809, 1544, 896]
ad-row	[1389, 1300, 1542, 1339]
column-1	[68, 131, 297, 2275]
article-text: Ἀργὰ τὴν νύκτα ἐξεδόθησαν ἐντάλματα συλλήψεως ἑτέρων 20 περίπου προσώπων ἐνεχομένων εἰς τὰς αἱματηρὰς σκηνὰς τῆς νυκτός.	[68, 1249, 297, 1307]
article-text: Μετὰ τὴν 10 ὥραν ὁ κ. Μερκούρης ἐξῆλθεν εἰς τὸν ἐξώστην τοῦ σαλονίου τοῦ καὶ ηὐχαρίστησε τοὺς διαδηλωτάς.	[884, 1489, 1107, 1548]
ad-text: Ἐν τῷ καταστήματι Θανοπούλου εὑρίσκονται πάντοτε εἴδη Καλά. Τιμαὶ ἀσυναγώνιστοι.	[1406, 958, 1524, 1001]
article-text: Ἡ διαδήλωσις αὐτὴ ἀπετελεῖτο ἐκ 400 καὶ πλέον ἀτόμων, ὁ δὲ μεγάλου ἐπιστοῦ δημάρχου κ. Μερκούρη καὶ μεσοῦντος φωνάζοντες Ζήτω ὁ Μερκούρης.	[884, 1351, 1107, 1424]
article-text: Ἐσκότους ἐνεύθεν ἀνεχώρησαν εἰς τὸ ἑσπέρας 10 χωροφύλακες ὑπὸ τὸν ἐνωμοτάρχην Φλωράκην.	[309, 906, 633, 936]
article-text: — Τὸ καλλιτεχνικὸν τῶν ὠρολογίων ΦΡΑΓΚΙΣΚΟΥ ΙΩΣΗΦ συνιστάται εἰς τὴν ὁδὸν Ἑρμοῦ 17.	[1122, 813, 1377, 857]
ad-title: ΚΑΤΑΣΤΗΜΑ	[1417, 914, 1513, 933]
hand-icon	[1395, 1302, 1424, 1336]
section-heading: ΕΚΛΟΓΙΚΗ ΣΥΜΠΛΟΚΗ	[347, 670, 596, 696]
article-text: ΒΙΕΝΝΗ, Δευτέρα πρωΐα. — Τηλεγραφοῦσιν ἐκ Μιλάνου ὅτι φοβερὰ σύγκρουσις μεταξὺ δύο ἀμαξοστοιχιῶν ἀμαξοστοιχιῶν ἐγένετο πλησίον τῆς πόλεως ταύτης. Κατὰ τὴν σύγκρουσιν ταύτην ἐφονεύθησαν πολλοὶ ἐκ τῶν ἐπιβατῶν καὶ ἐτραυματίσθησαν. Εἰδικὴ ἐπιτροπὴ ἐξετάζει μετὰ τῆς Μιλάνου τὰς ἀφορμὰς τῆς καταστροφῆς, οἱ ὁποῖοι τὰ δέοντα νοσηλεύονται εἰς τὰ νοσοκομεῖα τῆς πόλεως.	[884, 665, 1107, 854]
ad-text: τὰ κασμήρια σας	[1422, 840, 1508, 852]
newspaper-name: ΕΜΠΡΟΣ	[648, 95, 772, 121]
article-text: Διαλύθησαν τὴν ἐπὶ τῆς ὁδοῦ Σταδίου ἀριθ. 27 Ἑταιρίας ὑπὸ τὴν ἐπωνυμίαν Γ. ΓΟΥΛΙΑΣΙΜΟΣ καὶ Σ. ΚΑΡΑΚΑΝΤΑΣ ὁ πρῶτος ἐκ τῶν συνεταίρων εἰς τὸ μεταξὺ ἐπὶ τοῦ Δεδωσίου κύριος καὶ ὁ Σ. ΚΑΡΑΚΑΝΤΑΣ συνεχίζει εἰς τὸ αὐτὸ μέρος τὴν ἐπιχείρησιν ἐπ' ὀνόματι καὶ τῶν ὑπ' αὐτοῦ ἀντικειμένων ὑπὲρ τοῦ Ἐθνικοῦ Στόλου.	[1122, 1325, 1377, 1455]
headline-box	[648, 893, 872, 947]
column-4	[1122, 131, 1377, 2275]
section-heading: ΤΗΣ ΡΩΣΣΙΑΣ ΕΝ ΣΟΦΙΑ	[901, 1074, 1090, 1094]
ad-row-text: ΑΝΤΙΣΗΠΤΙΚΟΝ εἶναι ἀνώτερον Sulfure de Sodium	[1416, 1219, 1542, 1260]
article-text: Κατὰ τὴν συμπλοκὴν ἐτραυματίσθησαν σοβαρῶς ὁ Ν. Εὐσταθίου καὶ τις ἄλλος, οὗτινος δὲν ἐγνώσθη τὸ ὄνομα.	[309, 782, 633, 826]
newspaper-page	[60, 95, 1546, 2284]
article-text: Ἐκ τῶν πυροβολισμῶν ἐτραυματίσθησαν ἀμέσως τοῦτο ὅμως ἐξερέθισε τοῦτο τὰ πνεύματα τῶν διαδηλωτῶν, ὥστε οὗτοι ἐπανήλθον καὶ ἐπιτέθησαν κατὰ τῶν καταστημάτων, τέσσαρα τῶν ὁποίων κατέστρεψαν τελείως.	[68, 1810, 297, 1911]
section-heading: ΝΥΚΤΕΡΙΝΟΣ	[387, 1119, 556, 1150]
lower-columns	[648, 1213, 1107, 1992]
article-text: Τηλεγραφικῶς ἀναγγέλλεται χθὲς τὸ ἀπόγευμα εἰς τὴν Διεύθυνσιν τῆς Ἀστυνομίας ὅτι αἱματηρὰ συμπλοκὴ ἐγένετο εἰς τὸ χωρίον Γραμματικὸν ἕνεκεν ἐκλογικῶν λόγων μεταξὺ δύο ἀντιθέτων ὁμάδων.	[309, 720, 633, 779]
section-heading: ΚΟΙΝΩΝΙΚΑ	[1122, 457, 1377, 482]
section-heading: ΠΥΡΚΑΙΑ	[942, 876, 1049, 905]
article-text: Ἀπερίγραπτον ἐκιγραὶ ἐπηκολούθησαν τότε. Ἀληθὴς πανικὸς κατέλαβε τοὺς διαδηλωτάς, οἵτινες ἐτράπησαν εἰς φυγὴν, ὑπὸ τοὺς πυροβολισμοὺς καὶ πυροβολισμοί.	[68, 1734, 297, 1806]
article-text: Ὁ ἀστυνόμος κ. Πολυχρονάκος μᾶς ἀφηγήθη τὴν συμπλοκὴν ὡς ἑξῆς:	[68, 1346, 297, 1374]
article-text: Ὀλίγον μετὰ ταῦτα ὁ κ. Θεοφιλάκης ἐκρίθη ὑπὸ τῶν ἀντιθέτων ὅτι ἐπεχείρησε νὰ διαταράξῃ τὴν ἡσυχίαν.	[884, 1427, 1107, 1486]
ad-row	[1389, 1144, 1542, 1183]
section-heading: Η ΧΥΤΕΡΙΝΗ ΚΙΝΗΣΙΣ	[927, 1217, 1064, 1233]
signature: Δ. Κ.	[1076, 1033, 1107, 1048]
ad-row	[1389, 1183, 1542, 1222]
ad-text: Ἀρίστης ποιότητος	[1191, 1176, 1308, 1191]
article-text: κολουθοῦν συρρέουσαι.	[309, 131, 448, 145]
article-text: Εὐτυχῶς χωρικός τις μὴ προσέξας καὶ κρατήσας τὴν βόμβαν ἀνεπτύχθη ἐπιβουλοὶ καὶ ἐκτεθέντος τοῦ σώματος ἐξερράγη καὶ ἐφόνευσεν πολλοὺς.	[1122, 287, 1377, 345]
article-text: Ἅπαντες ἀπεστάλησαν εἰς τὸ Α' ἀστυν. τμῆμα, ὅπου μετ' ὀλίγον κατέφθασαν ὁ Εἰσαγγελεὺς κ. Λυκουρέζος, ὁ διευθυντὴς τῆς Ἀστυνομίας καὶ οἱ κ. κ. Παλαμάρας, Πεταρόπουλος καὶ Χρόνης, καθὼς καὶ ὁ κ. Δημαρχήσας Μερκούρης καὶ πολλοὶ φίλοι τοῦ κ. Πυρρῆ.	[68, 957, 297, 1072]
article-text: δικηγόρος	[1441, 786, 1501, 801]
section-heading: ΕΙΣ ΜΕΡΙΚΑΣ ΨΕΥΔΟΛΟΓΙΑΣ	[1389, 157, 1542, 171]
column-5	[1387, 131, 1544, 2275]
column-rule	[1114, 131, 1117, 2275]
article-text: 3) Κρεοπωλεῖον Παναγιώτου Μπούρδη.	[68, 663, 297, 692]
section-heading: ΤΙ ΛΕΓΕΙ Ο ΕΙΣΑΓΓΕΛΕΥΣ	[103, 1078, 262, 1091]
article-text: Τῆς αἱματηρᾶς ταύτης συμπλοκῆς γενομένης ἀπεστάλη εὐθὺς εἰς τὸ χωρίον, ἀπεστάλη δὲ ἀμέσως ἀστυνομικὴ δύναμις ὑπὸ τὸν ὑπομοίραρχον κ. Γραμματικὸν συνέλαβε τοὺς ἐνόχους καὶ ἀπὸ Μαραθῶνα καὶ τοῦ Καπανδρίτου.	[309, 830, 633, 903]
